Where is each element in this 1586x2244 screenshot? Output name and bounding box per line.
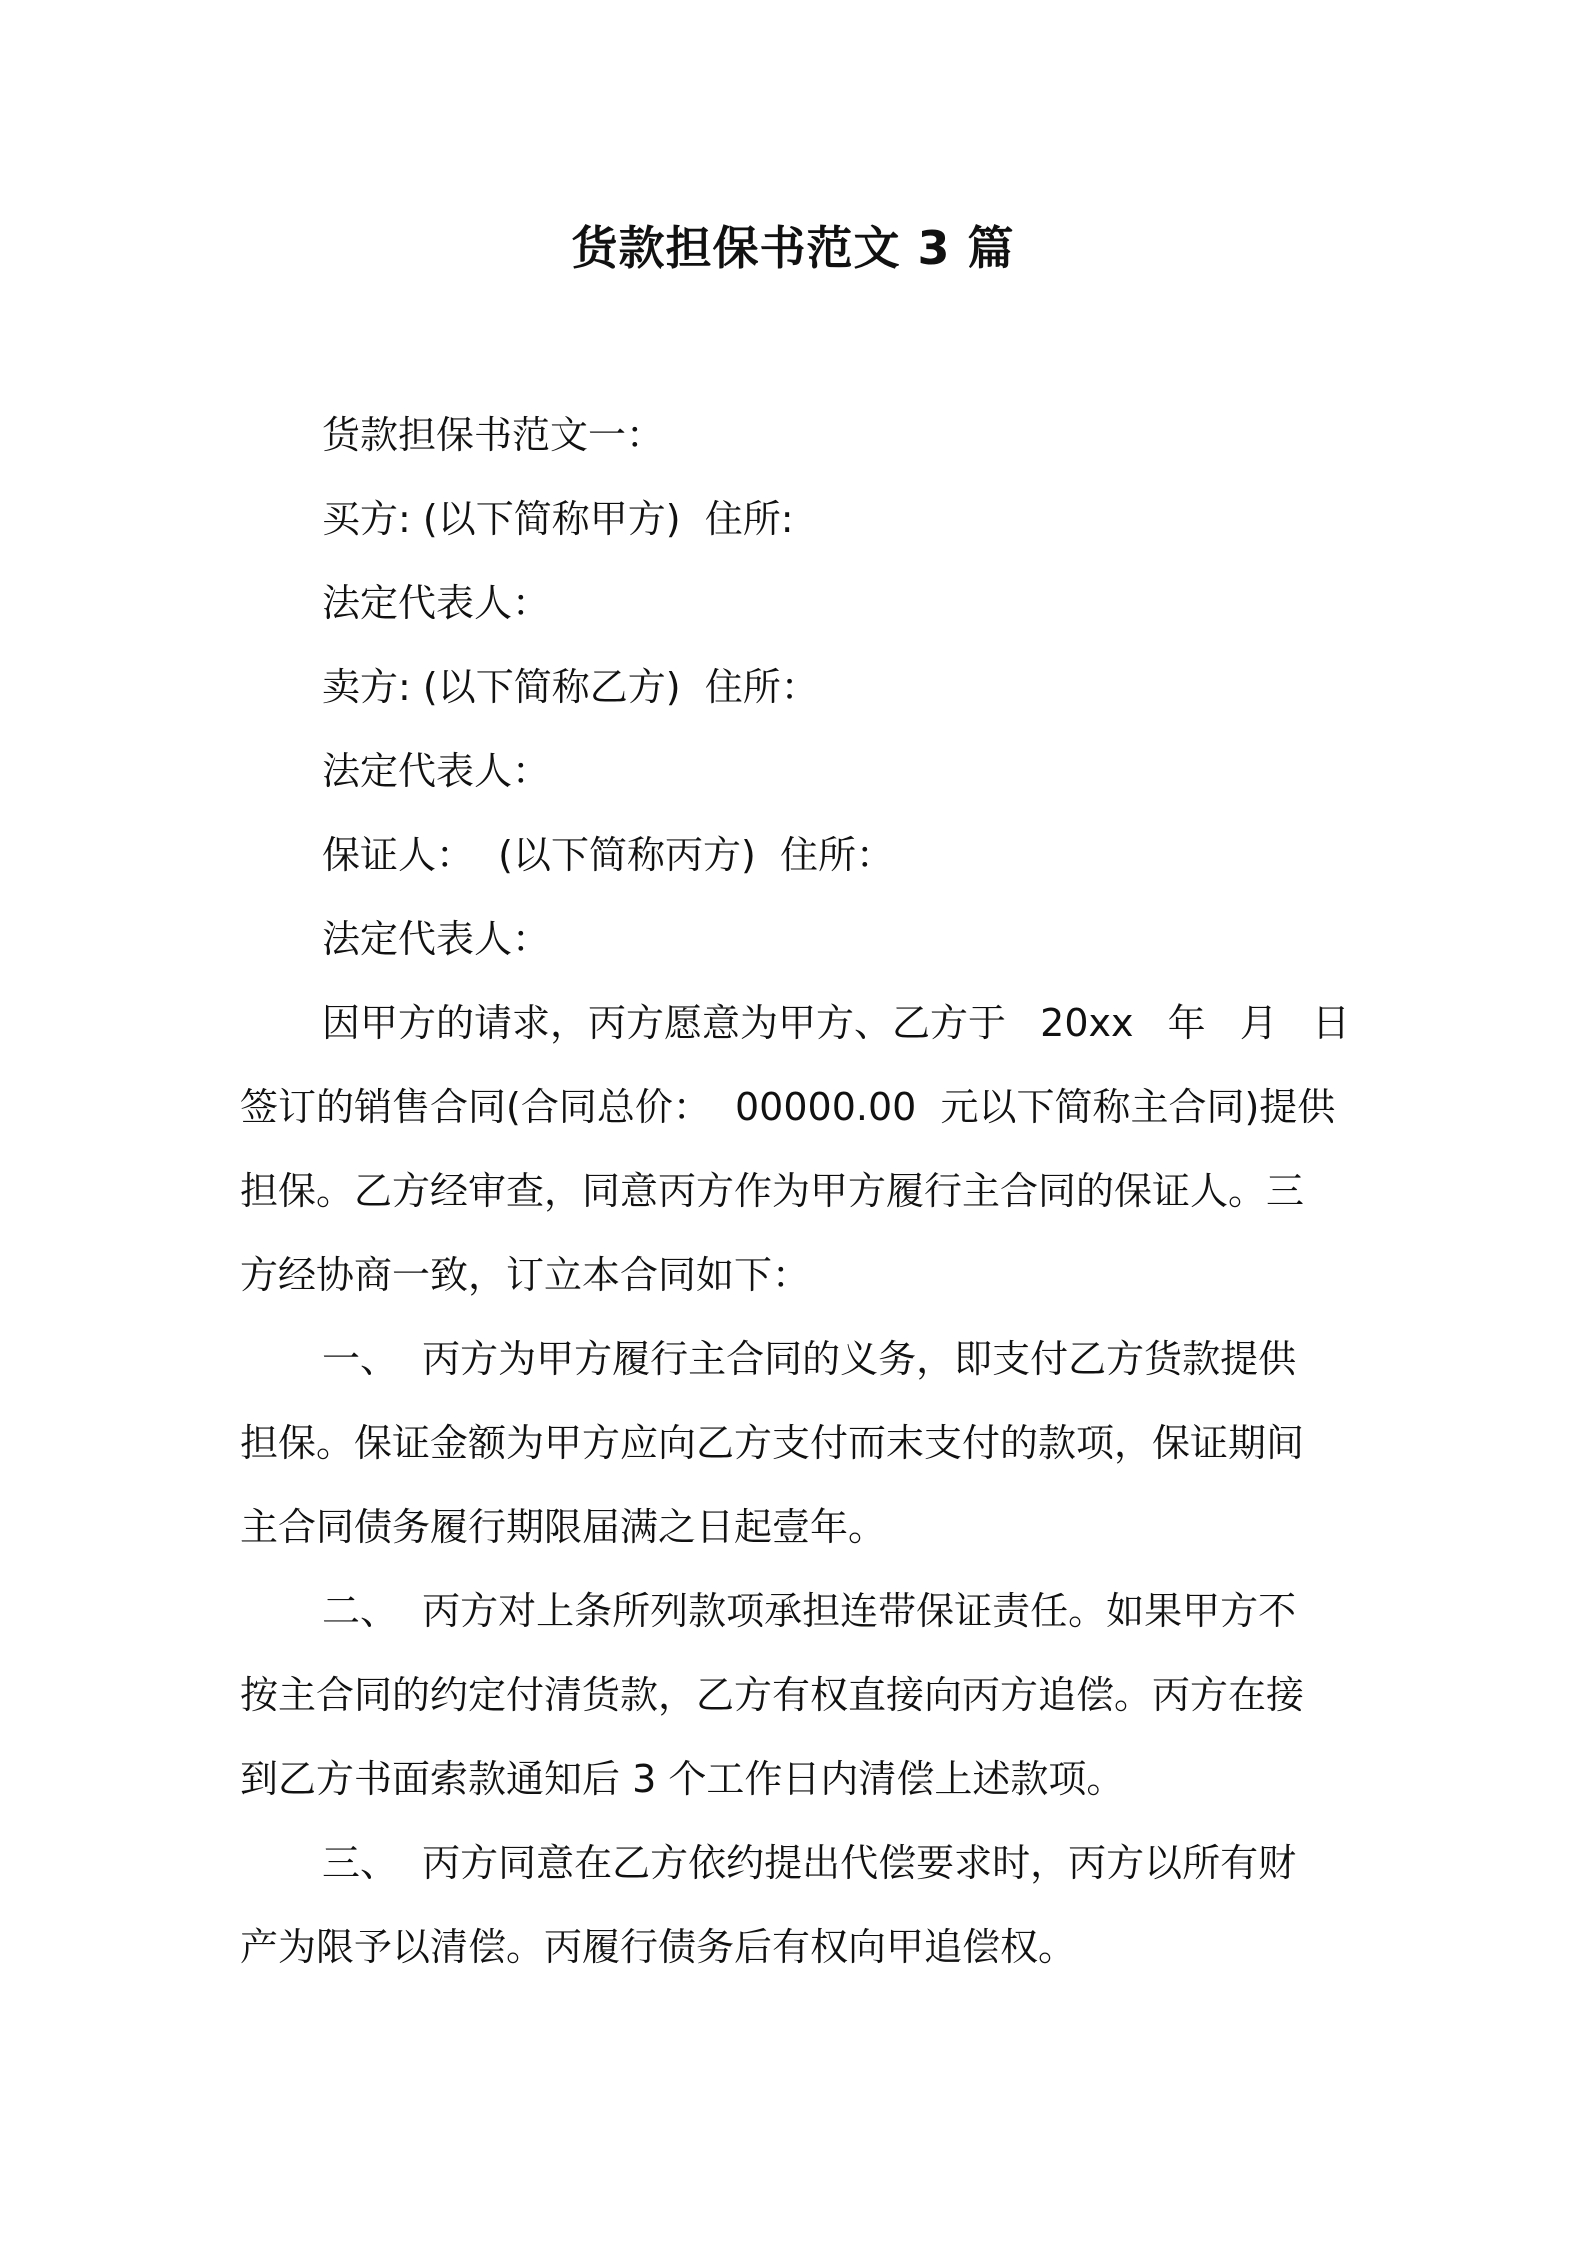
buyer-representative-line: 法定代表人：	[322, 581, 551, 625]
intro-line-3: 担保。乙方经审查，同意丙方作为甲方履行主合同的保证人。三	[240, 1169, 1305, 1213]
guarantor-representative-line: 法定代表人：	[322, 917, 551, 961]
guarantor-line: 保证人： (以下简称丙方) 住所：	[322, 833, 894, 877]
clause-1-line-2: 担保。保证金额为甲方应向乙方支付而末支付的款项，保证期间	[240, 1421, 1305, 1465]
intro-year-unit: 年	[1167, 1001, 1206, 1045]
document-title: 货款担保书范文 3 篇	[571, 221, 1015, 275]
intro-line-4: 方经协商一致，订立本合同如下：	[240, 1253, 811, 1297]
seller-representative-line: 法定代表人：	[322, 749, 551, 793]
intro-text: 因甲方的请求，丙方愿意为甲方、乙方于	[322, 1001, 1007, 1045]
intro-year: 20xx	[1040, 1001, 1134, 1045]
buyer-line: 买方: (以下简称甲方) 住所:	[322, 497, 794, 541]
clause-3-line-2: 产为限予以清偿。丙履行债务后有权向甲追偿权。	[240, 1925, 1077, 1969]
clause-1-line-1: 一、 丙方为甲方履行主合同的义务，即支付乙方货款提供	[322, 1337, 1297, 1381]
clause-1-line-3: 主合同债务履行期限届满之日起壹年。	[240, 1505, 887, 1549]
intro-month-unit: 月	[1239, 1001, 1278, 1045]
intro-line-1	[322, 998, 1350, 1048]
intro-line-2: 签订的销售合同(合同总价： 00000.00 元以下简称主合同)提供	[240, 1085, 1336, 1129]
clause-2-line-2: 按主合同的约定付清货款，乙方有权直接向丙方追偿。丙方在接	[240, 1673, 1305, 1717]
intro-day-unit: 日	[1311, 1001, 1350, 1045]
clause-2-line-1: 二、 丙方对上条所列款项承担连带保证责任。如果甲方不	[322, 1589, 1297, 1633]
clause-2-line-3: 到乙方书面索款通知后 3 个工作日内清偿上述款项。	[240, 1757, 1125, 1801]
section-heading: 货款担保书范文一：	[322, 413, 665, 457]
seller-line: 卖方: (以下简称乙方) 住所：	[322, 665, 819, 709]
clause-3-line-1: 三、 丙方同意在乙方依约提出代偿要求时，丙方以所有财	[322, 1841, 1297, 1885]
